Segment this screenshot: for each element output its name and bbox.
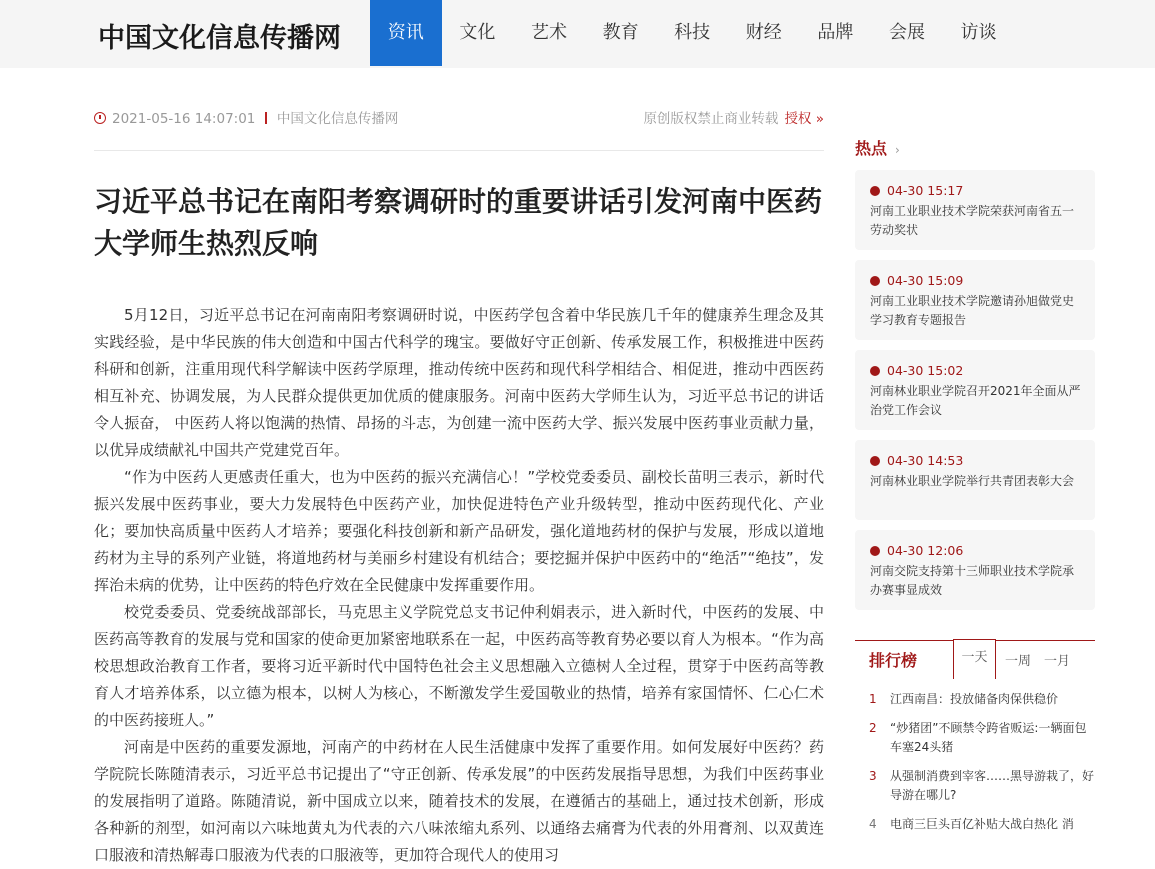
hot-item-time-label: 04-30 15:17 — [887, 183, 964, 198]
hot-item-time-label: 04-30 14:53 — [887, 453, 964, 468]
nav-item-culture[interactable]: 文化 — [459, 22, 496, 43]
nav-item-art[interactable]: 艺术 — [530, 22, 567, 43]
article-paragraph: “作为中医药人更感责任重大，也为中医药的振兴充满信心！”学校党委委员、副校长苗明三表示，新时代振兴发展中医药事业，要大力发展特色中医药产业，加快促进特色产业升级转型，推动中医药现代化、产业化；要加快高质量中医药人才培养；要强化科技创新和新产品研发，强化道地药材的保护与发展，形成以道地药材为主导的系列产业链，将道地药材与美丽乡村建设有机结合；要挖掘并保护中医药中的“绝活”“绝技”，发挥治未病的优势，让中医药的特色疗效在全民健康中发挥重要作用。 — [94, 468, 824, 594]
ranking-item[interactable] — [855, 690, 1095, 709]
meta-separator — [265, 112, 267, 124]
hot-item-title[interactable]: 河南工业职业技术学院邀请孙旭做党史学习教育专题报告 — [870, 294, 1075, 327]
nav-item-education[interactable]: 教育 — [602, 22, 639, 43]
hot-item[interactable] — [855, 260, 1095, 340]
publish-date: 2021-05-16 14:07:01 — [112, 111, 256, 127]
article-meta — [94, 107, 824, 127]
hot-section-title[interactable] — [855, 136, 900, 159]
hot-item-title[interactable]: 河南林业职业学院举行共青团表彰大会 — [870, 474, 1075, 488]
hot-item-time — [870, 364, 1083, 378]
clock-dot-icon — [870, 186, 880, 196]
hot-list — [855, 170, 1095, 620]
copyright-notice — [643, 107, 824, 127]
ranking-title: 排行榜 — [869, 651, 918, 670]
hot-item-time — [870, 454, 1083, 468]
hot-item-title[interactable]: 河南交院支持第十三师职业技术学院承办赛事显成效 — [870, 564, 1075, 597]
tab-day[interactable]: 一天 — [953, 639, 996, 679]
nav-item-interview[interactable]: 访谈 — [960, 22, 997, 43]
hot-item[interactable] — [855, 530, 1095, 610]
hot-item-time-label: 04-30 15:09 — [887, 273, 964, 288]
nav-item-brand[interactable]: 品牌 — [817, 22, 854, 43]
ranking-header-rule — [855, 640, 953, 641]
hot-item[interactable] — [855, 170, 1095, 250]
article-paragraph: 校党委委员、党委统战部部长，马克思主义学院党总支书记仲利娟表示，进入新时代，中医药的发展、中医药高等教育的发展与党和国家的使命更加紧密地联系在一起，中医药高等教育势必要以育人为根本。“作为高校思想政治教育工作者，要将习近平新时代中国特色社会主义思想融入立德树人全过程，贯穿于中医药高等教育人才培养体系，以立德为根本，以树人为核心，不断激发学生爱国敬业的热情，培养有家国情怀、仁心仁术的中医药接班人。” — [94, 603, 824, 729]
ranking-header-rule — [996, 640, 1095, 641]
hot-item-title[interactable]: 河南林业职业学院召开2021年全面从严治党工作会议 — [870, 384, 1081, 417]
nav-item-news[interactable]: 资讯 — [370, 0, 442, 66]
nav-item-exhibition[interactable]: 会展 — [888, 22, 925, 43]
hot-item[interactable] — [855, 440, 1095, 520]
meta-divider — [94, 150, 824, 151]
site-logo[interactable]: 中国文化信息传播网 — [98, 23, 341, 54]
ranking-item[interactable] — [855, 815, 1095, 834]
chevron-right-icon: › — [895, 143, 900, 157]
article-source[interactable]: 中国文化信息传播网 — [276, 111, 399, 127]
tab-month[interactable]: 一月 — [1044, 654, 1071, 669]
hot-item-title[interactable]: 河南工业职业技术学院荣获河南省五一劳动奖状 — [870, 204, 1075, 237]
article-title: 习近平总书记在南阳考察调研时的重要讲话引发河南中医药大学师生热烈反响 — [94, 185, 823, 260]
article-body — [94, 302, 824, 869]
top-bar — [0, 0, 1155, 68]
nav-item-technology[interactable]: 科技 — [674, 22, 711, 43]
tab-week[interactable]: 一周 — [1005, 654, 1032, 669]
clock-dot-icon — [870, 366, 880, 376]
main-nav — [370, 0, 1014, 66]
clock-dot-icon — [870, 276, 880, 286]
article-paragraph: 河南是中医药的重要发源地，河南产的中药材在人民生活健康中发挥了重要作用。如何发展好中医药？药学院院长陈随清表示，习近平总书记提出了“守正创新、传承发展”的中医药发展指导思想，为我们中医药事业的发展指明了道路。陈随清说，新中国成立以来，随着技术的发展，在遵循古的基础上，通过技术创新，形成各种新的剂型，如河南以六味地黄丸为代表的六八味浓缩丸系列、以通络去痛膏为代表的外用膏剂、以双黄连口服液和清热解毒口服液为代表的口服液等，更加符合现代人的使用习 — [94, 738, 824, 864]
ranking-item-title[interactable]: 江西南昌：投放储备肉保供稳价 — [890, 692, 1059, 706]
hot-item-time — [870, 274, 1083, 288]
authorize-link[interactable] — [784, 111, 824, 127]
clock-dot-icon — [870, 546, 880, 556]
ranking-item-title[interactable]: 电商三巨头百亿补贴大战白热化 消 — [890, 817, 1074, 831]
hot-item-time — [870, 544, 1083, 558]
authorize-label: 授权 — [784, 111, 812, 127]
clock-icon — [94, 112, 106, 124]
ranking-item[interactable] — [855, 767, 1095, 805]
article-paragraph: 5月12日，习近平总书记在河南南阳考察调研时说，中医药学包含着中华民族几千年的健康养生理念及其实践经验，是中华民族的伟大创造和中国古代科学的瑰宝。要做好守正创新、传承发展工作，积极推进中医药科研和创新，注重用现代科学解读中医药学原理，推动传统中医药和现代科学相结合、相促进，推动中西医药相互补充、协调发展，为人民群众提供更加优质的健康服务。河南中医药大学师生认为，习近平总书记的讲话令人振奋， 中医药人将以饱满的热情、昂扬的斗志，为创建一流中医药大学、振兴发展中医药事业贡献力量，以优异成绩献礼中国共产党建党百年。 — [94, 306, 824, 459]
hot-title-label: 热点 — [855, 139, 888, 158]
ranking-header — [855, 640, 1095, 678]
ranking-number: 1 — [869, 692, 877, 706]
hot-item[interactable] — [855, 350, 1095, 430]
double-chevron-icon: » — [815, 111, 824, 127]
nav-item-finance[interactable]: 财经 — [745, 22, 782, 43]
hot-item-time-label: 04-30 12:06 — [887, 543, 964, 558]
ranking-list — [855, 690, 1095, 844]
copyright-text: 原创版权禁止商业转载 — [643, 111, 779, 127]
ranking-number: 4 — [869, 817, 877, 831]
ranking-item-title[interactable]: “炒猪团”不顾禁令跨省贩运:一辆面包车塞24头猪 — [890, 721, 1087, 754]
ranking-number: 2 — [869, 721, 877, 735]
ranking-number: 3 — [869, 769, 877, 783]
clock-dot-icon — [870, 456, 880, 466]
hot-item-time — [870, 184, 1083, 198]
ranking-item[interactable] — [855, 719, 1095, 757]
hot-item-time-label: 04-30 15:02 — [887, 363, 964, 378]
ranking-item-title[interactable]: 从强制消费到宰客……黑导游栽了，好导游在哪儿? — [890, 769, 1095, 802]
